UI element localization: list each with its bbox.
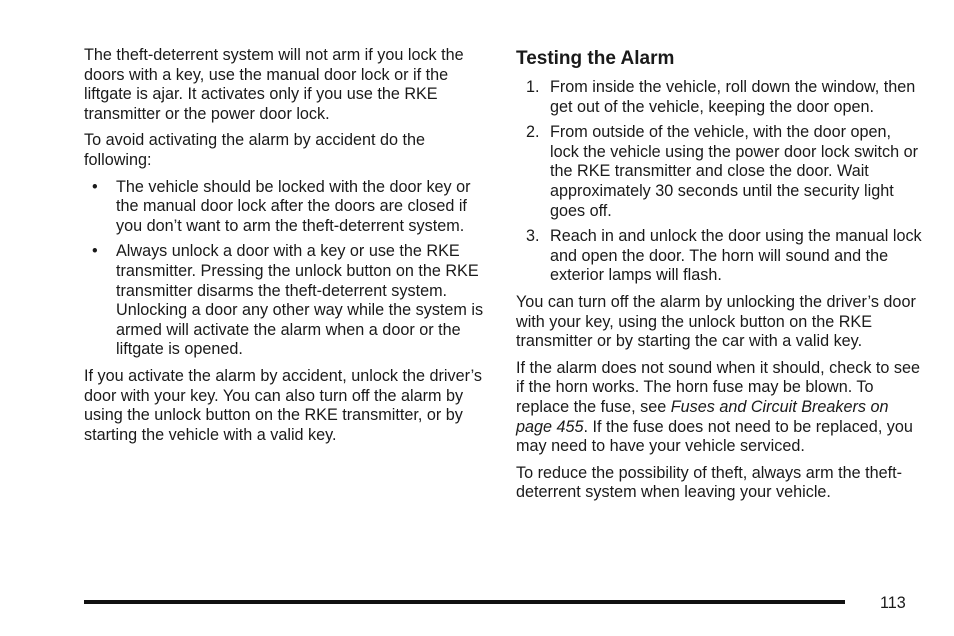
step-text: Reach in and unlock the door using the manual lock and open the door. The horn will sound and the exterior lamps will flash. [550, 227, 922, 285]
list-item-text: Always unlock a door with a key or use the RKE transmitter. Pressing the unlock button on the RKE transmitter disarms the theft-deterrent system. Unlocking a door any other way while the system is armed will activate the alarm when a door or the liftgate is opened. [116, 242, 484, 359]
bullet-icon: • [92, 177, 98, 196]
avoid-alarm-paragraph: To avoid activating the alarm by accident do the following: [84, 131, 426, 169]
page-number: 113 [880, 594, 906, 612]
list-item [516, 227, 922, 286]
avoid-alarm-list [84, 178, 486, 360]
horn-fuse-paragraph [516, 359, 922, 457]
horn-fuse-text-end: . If the fuse does not need to be replaced, you may need to have your vehicle serviced. [516, 417, 913, 456]
section-heading: Testing the Alarm [516, 48, 675, 69]
step-number: 2. [526, 123, 540, 142]
testing-steps-list [516, 78, 922, 286]
bullet-icon: • [92, 242, 98, 261]
list-item [84, 178, 486, 237]
list-item-text: The vehicle should be locked with the door key or the manual door lock after the doors are closed if you don’t want to arm the theft-deterrent system. [116, 177, 471, 235]
right-column [516, 47, 922, 510]
step-number: 1. [526, 78, 540, 96]
horn-fuse-text: If the alarm does not sound when it should, check to see if the horn works. The horn fuse may be blown. To replace the fuse, see [516, 358, 921, 416]
list-item [516, 78, 922, 117]
left-column [84, 46, 486, 452]
turn-off-alarm-paragraph: You can turn off the alarm by unlocking the driver’s door with your key, using the unlock button on the RKE transmitter or by starting the car with a valid key. [516, 292, 916, 351]
reduce-theft-paragraph: To reduce the possibility of theft, always arm the theft-deterrent system when leaving your vehicle. [516, 463, 902, 502]
intro-paragraph: The theft-deterrent system will not arm if you lock the doors with a key, use the manual door lock or if the liftgate is ajar. It activates only if you use the RKE transmitter or the power door lock. [84, 46, 464, 123]
step-number: 3. [526, 227, 540, 246]
list-item [516, 123, 922, 221]
footer-rule [84, 600, 845, 604]
list-item [84, 242, 486, 360]
cross-reference-link[interactable]: Fuses and Circuit Breakers on page 455 [516, 397, 889, 436]
step-text: From inside the vehicle, roll down the window, then get out of the vehicle, keeping the door open. [550, 78, 916, 116]
accidental-alarm-paragraph: If you activate the alarm by accident, unlock the driver’s door with your key. You can also turn off the alarm by using the unlock button on the RKE transmitter, or by starting the vehicle with a valid key. [84, 366, 482, 444]
step-text: From outside of the vehicle, with the door open, lock the vehicle using the power door lock switch or the RKE transmitter and close the door. Wait approximately 30 seconds until the security light goes off. [550, 123, 918, 220]
